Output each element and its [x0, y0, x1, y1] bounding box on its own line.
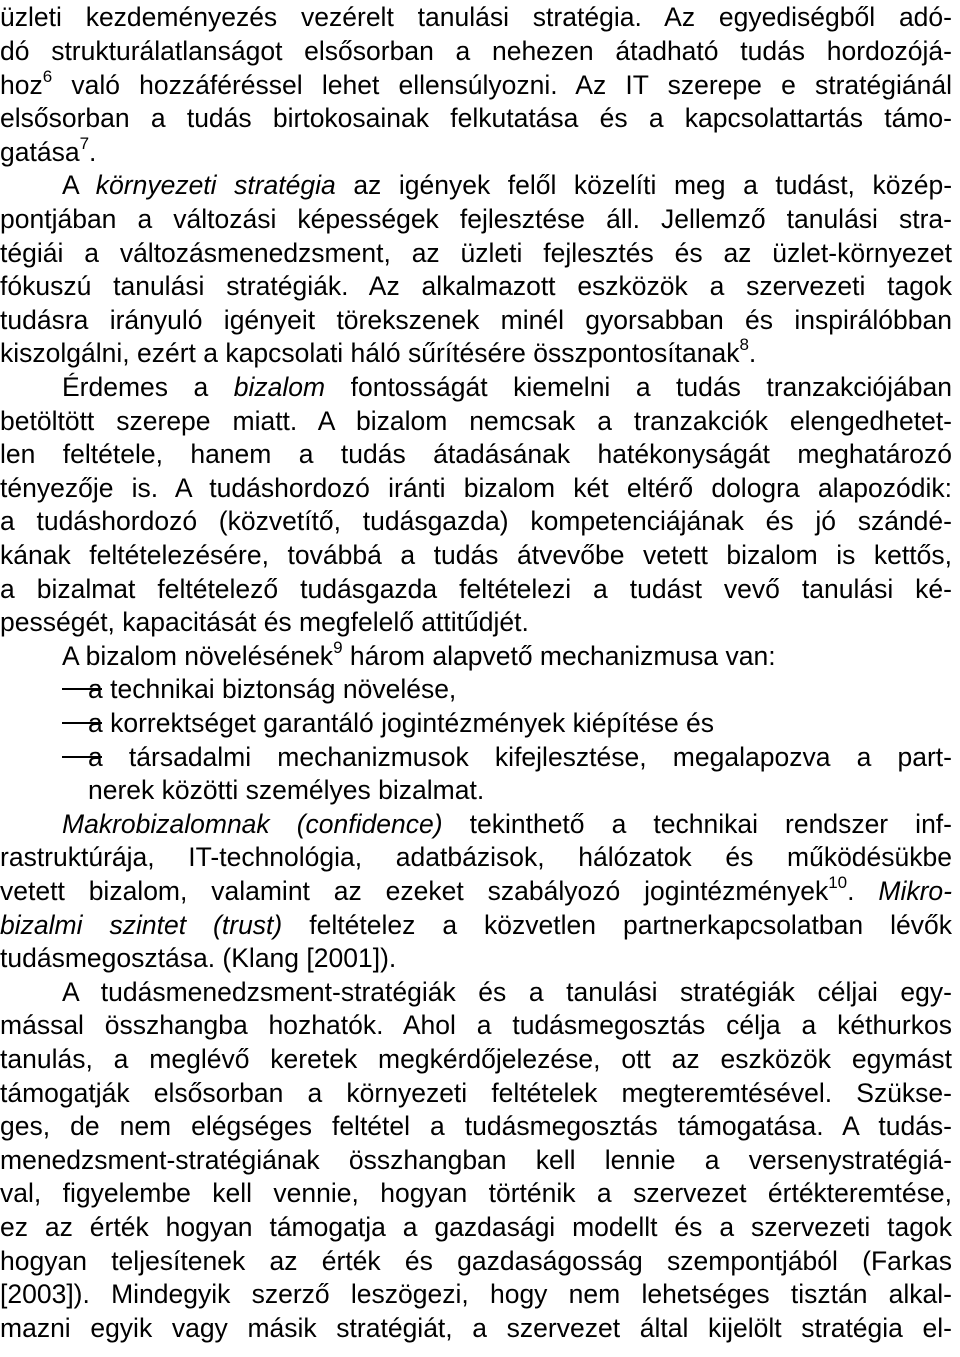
- text-line: [0, 1042, 952, 1076]
- text-run: dó strukturálatlanságot elsősorban a nehezen átadható tudás hordozójá-: [0, 36, 952, 66]
- text-run: fókuszú tanulási stratégiák. Az alkalmazott eszközök a szervezeti tagok: [0, 271, 952, 301]
- text-run: üzleti kezdeményezés vezérelt tanulási stratégia. Az egyediségből adó-: [0, 2, 952, 32]
- text-run: A bizalom növelésének: [62, 641, 334, 671]
- text-run: kiszolgálni, ezért a kapcsolati háló sűrítésére összpontosítanak: [0, 338, 740, 368]
- text-run: támogatják elsősorban a környezeti feltételek megteremtésével. Szükse-: [0, 1078, 952, 1108]
- text-line: [0, 538, 952, 572]
- text-line: [0, 1143, 952, 1177]
- text-run: A: [62, 170, 96, 200]
- footnote-ref: 10: [828, 873, 848, 892]
- text-run: [2003]). Mindegyik szerző leszögezi, hogy nem lehetséges tisztán alkal-: [0, 1279, 952, 1309]
- text-run: betöltött szerepe miatt. A bizalom nemcsak a tranzakciók elengedhetet-: [0, 406, 952, 436]
- text-run: a bizalmat feltételező tudásgazda feltételezi a tudást vevő tanulási ké-: [0, 574, 952, 604]
- text-line: [0, 303, 952, 337]
- text-run: tanulás, a meglévő keretek megkérdőjelezése, ott az eszközök egymást: [0, 1044, 952, 1074]
- text-line: [0, 1076, 952, 1110]
- text-run: nerek közötti személyes bizalmat.: [88, 775, 485, 805]
- text-run: mással összhangba hozhatók. Ahol a tudásmegosztás célja a kéthurkos: [0, 1010, 952, 1040]
- text-line: [0, 101, 952, 135]
- text-line: [0, 471, 952, 505]
- text-line: [88, 672, 952, 706]
- text-line: [62, 639, 952, 673]
- text-run: .: [748, 338, 757, 368]
- text-run: tégiái a változásmenedzsment, az üzleti fejlesztés és az üzlet-környezet: [0, 238, 952, 268]
- text-line: [0, 437, 952, 471]
- text-run: ges, de nem elégséges feltétel a tudásmegosztás támogatása. A tudás-: [0, 1111, 952, 1141]
- emphasis-text: környezeti stratégia: [95, 170, 336, 200]
- text-run: ez az érték hogyan támogatja a gazdasági modellt és a szervezeti tagok: [0, 1212, 952, 1242]
- emphasis-text: Mikro-: [878, 876, 952, 906]
- text-line: [0, 404, 952, 438]
- text-run: A tudásmenedzsment-stratégiák és a tanulási stratégiák céljai egy-: [62, 977, 952, 1007]
- text-run: tekinthető a technikai rendszer inf-: [442, 809, 952, 839]
- text-run: fontosságát kiemelni a tudás tranzakciójában: [325, 372, 952, 402]
- footnote-ref: 7: [79, 134, 90, 153]
- text-run: rastruktúrája, IT-technológia, adatbázisok, hálózatok és működésükbe: [0, 842, 952, 872]
- text-run: három alapvető mechanizmusa van:: [342, 641, 776, 671]
- text-line: [0, 236, 952, 270]
- text-line: [0, 1109, 952, 1143]
- text-line: [0, 840, 952, 874]
- text-run: gatása: [0, 137, 80, 167]
- text-line: [0, 135, 952, 169]
- text-run: hoz: [0, 70, 43, 100]
- text-line: [0, 874, 952, 908]
- text-line: [0, 605, 952, 639]
- text-line: [88, 773, 952, 807]
- text-run: val, figyelembe kell vennie, hogyan történik a szervezet értékteremtése,: [0, 1178, 952, 1208]
- text-run: pességét, kapacitását és megfelelő attitűdjét.: [0, 607, 529, 637]
- text-line: [0, 336, 952, 370]
- text-line: [0, 0, 952, 34]
- text-run: tudásra irányuló igényeit törekszenek minél gyorsabban és inspirálóbban: [0, 305, 952, 335]
- text-line: [0, 504, 952, 538]
- text-run: tényezője is. A tudáshordozó iránti bizalom két eltérő dologra alapozódik:: [0, 473, 952, 503]
- text-line: [62, 807, 952, 841]
- text-run: feltételez a közvetlen partnerkapcsolatban lévők: [282, 910, 953, 940]
- text-run: tudásmegosztása. (Klang [2001]).: [0, 943, 397, 973]
- text-run: pontjában a változási képességek fejlesztése áll. Jellemző tanulási stra-: [0, 204, 952, 234]
- footnote-ref: 8: [739, 335, 749, 354]
- text-line: [0, 572, 952, 606]
- text-line: [0, 908, 952, 942]
- text-line: [62, 370, 952, 404]
- text-run: vetett bizalom, valamint az ezeket szabályozó jogintézmények: [0, 876, 829, 906]
- text-run: a tudáshordozó (közvetítő, tudásgazda) kompetenciájának és jó szándé-: [0, 506, 952, 536]
- text-run: len feltétele, hanem a tudás átadásának hatékonyságát meghatározó: [0, 439, 952, 469]
- footnote-ref: 6: [42, 67, 53, 86]
- text-line: [0, 34, 952, 68]
- text-run: a társadalmi mechanizmusok kifejlesztése, megalapozva a part-: [88, 742, 952, 772]
- text-line: [0, 269, 952, 303]
- text-line: [0, 1244, 952, 1278]
- text-run: az igények felől közelíti meg a tudást, közép-: [335, 170, 953, 200]
- text-line: [0, 68, 952, 102]
- footnote-ref: 9: [333, 638, 343, 657]
- text-run: mazni egyik vagy másik stratégiát, a szervezet által kijelölt stratégia el-: [0, 1313, 952, 1343]
- emphasis-text: bizalmi szintet (trust): [0, 910, 283, 940]
- text-line: [62, 168, 952, 202]
- text-line: [0, 202, 952, 236]
- text-line: [62, 975, 952, 1009]
- text-line: [88, 740, 952, 774]
- emphasis-text: bizalom: [233, 372, 326, 402]
- text-run: Érdemes a: [62, 372, 234, 402]
- text-run: .: [847, 876, 879, 906]
- text-run: .: [89, 137, 97, 167]
- text-line: [0, 1176, 952, 1210]
- text-run: a korrektséget garantáló jogintézmények kiépítése és: [88, 708, 715, 738]
- text-line: [88, 706, 952, 740]
- text-line: [0, 1277, 952, 1311]
- text-run: a technikai biztonság növelése,: [88, 674, 457, 704]
- text-line: [0, 1311, 952, 1345]
- emphasis-text: Makrobizalomnak (confidence): [62, 809, 443, 839]
- text-run: menedzsment-stratégiának összhangban kell lennie a versenystratégiá-: [0, 1145, 952, 1175]
- text-line: [0, 1210, 952, 1244]
- text-line: [0, 941, 952, 975]
- text-run: hogyan teljesítenek az érték és gazdaságosság szempontjából (Farkas: [0, 1246, 952, 1276]
- text-run: kának feltételezésére, továbbá a tudás átvevőbe vetett bizalom is kettős,: [0, 540, 952, 570]
- text-line: [0, 1008, 952, 1042]
- text-run: elsősorban a tudás birtokosainak felkutatása és a kapcsolattartás támo-: [0, 103, 952, 133]
- text-run: való hozzáféréssel lehet ellensúlyozni. Az IT szerepe e stratégiánál: [52, 70, 952, 100]
